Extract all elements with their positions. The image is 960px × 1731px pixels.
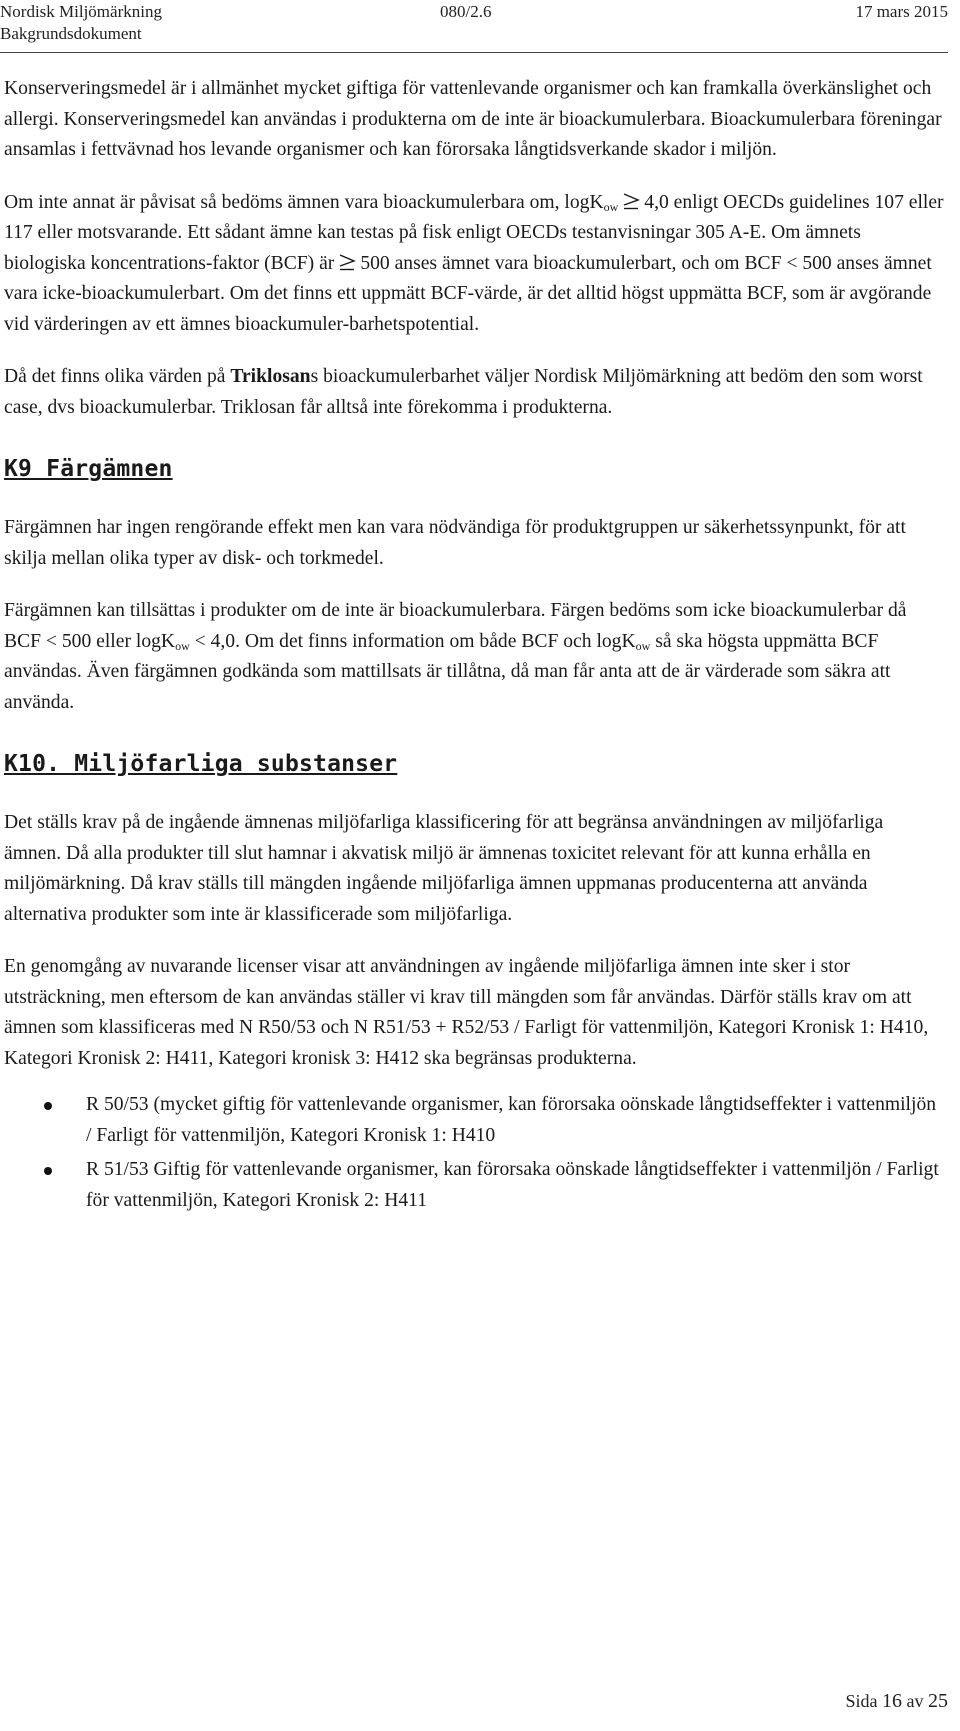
page-number: 16 — [882, 1690, 902, 1712]
list-item-text: R 51/53 Giftig för vattenlevande organismer, kan förorsaka oönskade långtidseffekter i vattenmiljön / Farligt för vattenmiljön, Kategori Kronisk 2: H411 — [86, 1159, 939, 1211]
greater-equal-symbol — [338, 253, 356, 271]
bullet-icon — [44, 1167, 52, 1175]
greater-equal-symbol — [622, 192, 640, 210]
text-segment: Om inte annat är påvisat så bedöms ämnen vara bioackumulerbara om, logK — [4, 191, 604, 213]
paragraph-bioaccumulation-criteria — [4, 188, 944, 341]
list-item — [4, 1155, 944, 1216]
text-segment: 500 anses ämnet vara bioackumulerbart, och om BCF < 500 anses ämnet vara icke-bioackumulerbart. Om det finns ett uppmätt BCF-värde, är det alltid högst uppmätta BCF, som är avgörande vid värderingen av ett ämnes bioackumuler-barhetspotential. — [4, 252, 932, 335]
text-segment: så ska högsta uppmätta BCF användas. Även färgämnen godkända som mattillsats är tillåtna, då man får anta att de är värderade som säkra att använda. — [4, 630, 891, 713]
paragraph-license-review: En genomgång av nuvarande licenser visar att användningen av ingående miljöfarliga ämnen inte sker i stor utsträckning, men eftersom de kan användas ställer vi krav till mängden som får användas. Därför ställs krav om att ämnen som klassificeras med N R50/53 och N R51/53 + R52/53 / Farligt för vattenmiljön, Kategori Kronisk 1: H410, Kategori Kronisk 2: H411, Kategori kronisk 3: H412 ska begränsas produkterna. — [4, 956, 929, 1069]
subscript-ow: ow — [603, 199, 619, 214]
subscript-ow: ow — [175, 638, 190, 653]
list-item — [4, 1090, 944, 1151]
list-item-text: R 50/53 (mycket giftig för vattenlevande organismer, kan förorsaka oönskade långtidseffekter i vattenmiljön / Farligt för vattenmiljön, Kategori Kronisk 1: H410 — [86, 1094, 937, 1146]
page-label: Sida — [845, 1691, 878, 1711]
bullet-icon — [44, 1102, 52, 1110]
paragraph-dyes-criteria — [4, 596, 944, 718]
paragraph-preservatives: Konserveringsmedel är i allmänhet mycket giftiga för vattenlevande organismer och kan framkalla överkänslighet och allergi. Konserveringsmedel kan användas i produkterna om de inte är bioackumulerbara. Bioackumulerbara föreningar ansamlas i fettvävnad hos levande organismer och kan förorsaka långtidsverkande skador i miljön. — [4, 78, 942, 160]
document-body — [4, 74, 944, 1220]
classification-list — [4, 1090, 944, 1216]
text-segment: Då det finns olika värden på — [4, 366, 231, 387]
text-segment: < 4,0. Om det finns information om både BCF och logK — [189, 630, 636, 652]
header-divider — [0, 52, 948, 53]
document-version: 080/2.6 — [440, 2, 492, 21]
paragraph-triclosan — [4, 362, 944, 423]
subscript-ow: ow — [635, 638, 651, 653]
text-segment: Färgämnen kan tillsättas i produkter om de inte är bioackumulerbara. Färgen bedöms som icke bioackumulerbar då BCF < 500 eller logK — [4, 600, 907, 652]
page-header — [0, 0, 960, 56]
section-heading-k10: K10. Miljöfarliga substanser — [4, 751, 398, 777]
page-total: 25 — [928, 1690, 948, 1712]
text-segment: 4,0 enligt OECDs guidelines 107 eller 117 eller motsvarande. Ett sådant ämne kan testas på fisk enligt OECDs testanvisningar 305 A-E. Om ämnets biologiska koncentrations-faktor (BCF) är — [4, 191, 944, 274]
section-heading-k9: K9 Färgämnen — [4, 456, 173, 482]
paragraph-dyes-purpose: Färgämnen har ingen rengörande effekt men kan vara nödvändiga för produktgruppen ur säkerhetssynpunkt, för att skilja mellan olika typer av disk- och torkmedel. — [4, 517, 906, 569]
page-footer — [845, 1690, 948, 1713]
text-segment: s bioackumulerbarhet väljer Nordisk Miljömärkning att bedöm den som worst case, dvs bioackumulerbar. Triklosan får alltså inte förekomma i produkterna. — [4, 366, 923, 418]
document-date: 17 mars 2015 — [855, 2, 948, 21]
triclosan-bold: Triklosan — [230, 366, 311, 387]
document-type: Bakgrundsdokument — [0, 24, 142, 43]
page-of: av — [906, 1691, 924, 1711]
paragraph-environmental-classification: Det ställs krav på de ingående ämnenas miljöfarliga klassificering för att begränsa användningen av miljöfarliga ämnen. Då alla produkter till slut hamnar i akvatisk miljö är ämnenas toxicitet relevant för att kunna erhålla en miljömärkning. Då krav ställs till mängden ingående miljöfarliga ämnen uppmanas producenterna att använda alternativa produkter som inte är klassificerade som miljöfarliga. — [4, 812, 884, 925]
organization-name: Nordisk Miljömärkning — [0, 2, 162, 21]
